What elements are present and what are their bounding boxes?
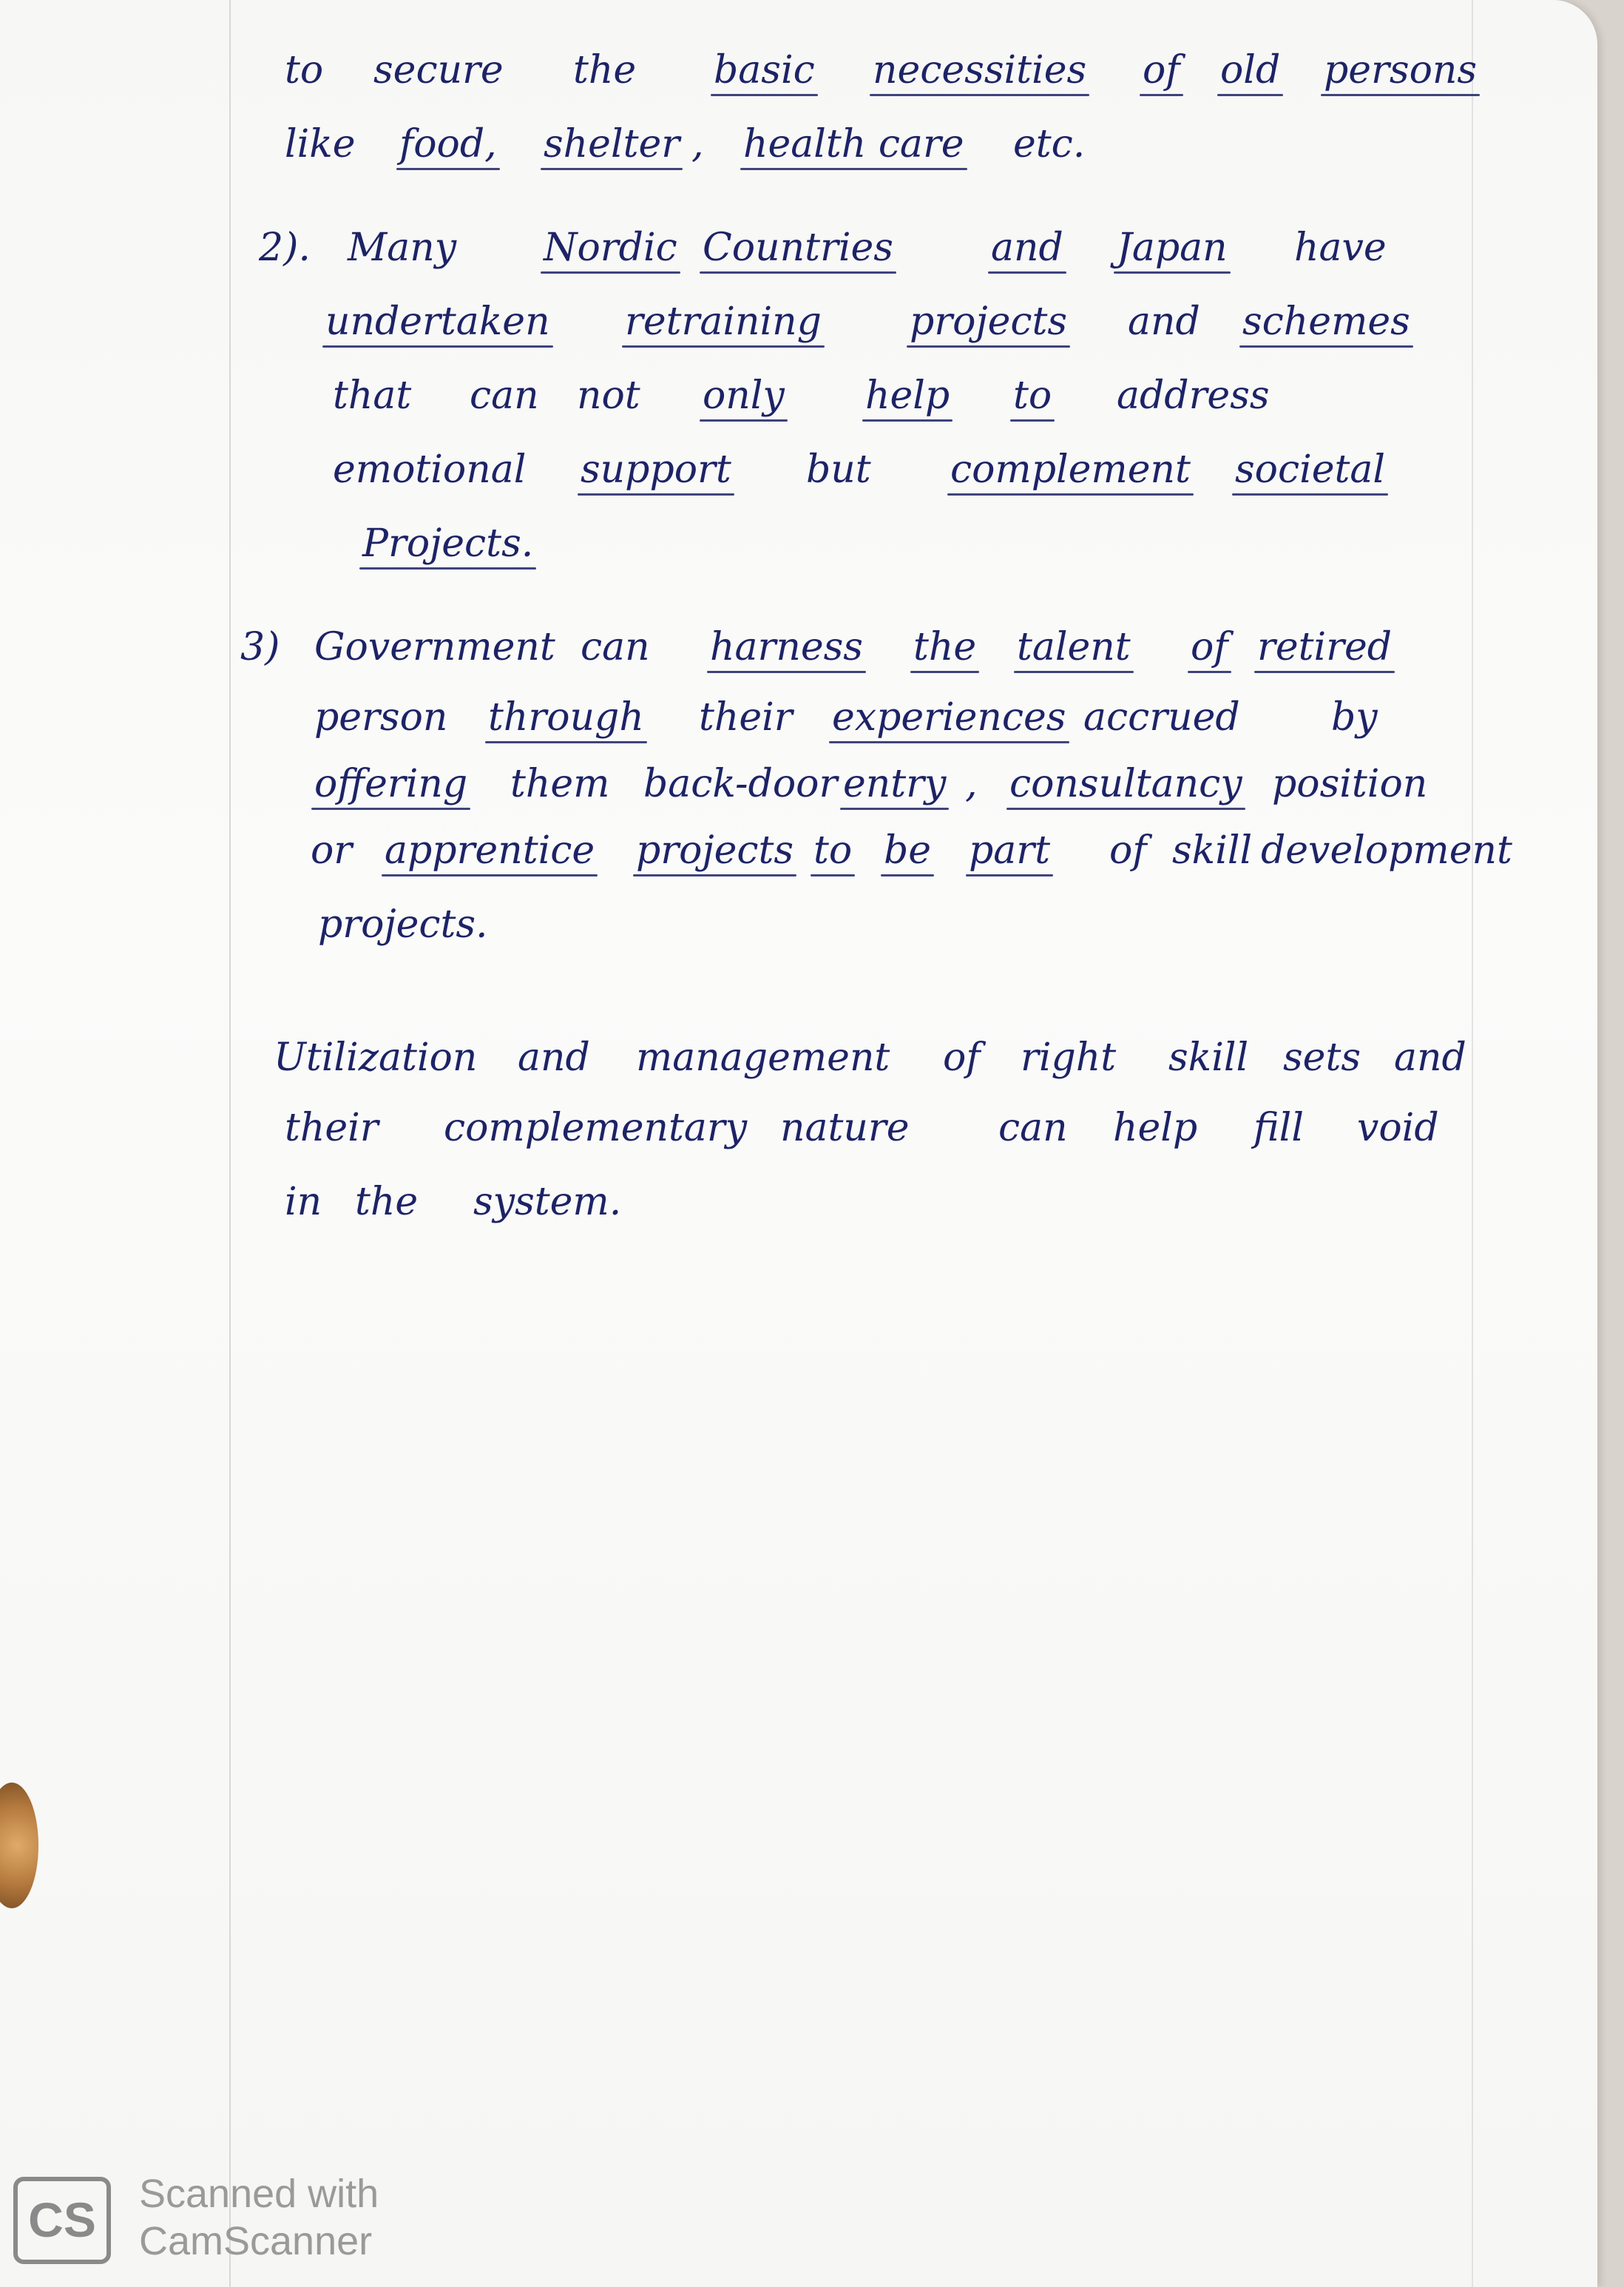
word: their	[285, 1106, 379, 1150]
word: to	[813, 817, 852, 884]
word: apprentice	[385, 817, 595, 884]
word: of	[1191, 614, 1228, 680]
word: health care	[743, 111, 964, 178]
word: can	[581, 625, 650, 669]
text-line-9	[0, 684, 1597, 751]
word: like	[285, 122, 356, 166]
word: undertaken	[325, 288, 550, 355]
word: help	[1113, 1106, 1198, 1150]
word: them	[510, 762, 610, 806]
word: their	[699, 695, 793, 740]
text-line-5	[0, 362, 1597, 429]
word: schemes	[1242, 288, 1410, 355]
word: persons	[1324, 37, 1477, 104]
word: or	[311, 828, 353, 873]
text-line-7	[0, 510, 1597, 577]
watermark-line-2: CamScanner	[139, 2219, 373, 2263]
word: old	[1220, 37, 1280, 104]
word: have	[1294, 226, 1387, 270]
word: by	[1331, 695, 1378, 740]
text-line-1	[0, 37, 1597, 104]
word: Government	[314, 625, 555, 669]
word: and	[991, 214, 1063, 281]
word: 3)	[240, 625, 280, 669]
word: address	[1117, 374, 1270, 418]
word: retraining	[625, 288, 822, 355]
word: help	[865, 362, 950, 429]
word: but	[806, 447, 871, 492]
word: Nordic	[544, 214, 677, 281]
word: fill	[1253, 1106, 1304, 1150]
word: societal	[1235, 436, 1385, 503]
text-line-4	[0, 288, 1597, 355]
text-line-14	[0, 1095, 1597, 1161]
word: complementary	[444, 1106, 748, 1150]
word: sets	[1283, 1036, 1361, 1080]
word: offering	[314, 751, 467, 817]
word: development	[1261, 828, 1512, 873]
word: retired	[1257, 614, 1392, 680]
word: system.	[473, 1180, 622, 1224]
word: can	[998, 1106, 1068, 1150]
word: support	[581, 436, 731, 503]
word: basic	[714, 37, 815, 104]
word: Projects.	[362, 510, 533, 577]
word: back-door	[643, 762, 838, 806]
word: the	[913, 614, 976, 680]
word: food,	[399, 111, 497, 178]
word: Countries	[703, 214, 893, 281]
word: void	[1357, 1106, 1439, 1150]
word: only	[703, 362, 785, 429]
word: can	[470, 374, 539, 418]
word: and	[518, 1036, 590, 1080]
word: be	[884, 817, 931, 884]
word: 2).	[259, 226, 311, 270]
word: experiences	[832, 684, 1066, 751]
word: ,	[965, 762, 978, 806]
word: person	[314, 695, 448, 740]
watermark-line-1: Scanned with	[139, 2172, 379, 2216]
camscanner-logo-icon: CS	[13, 2177, 111, 2264]
word: accrued	[1083, 695, 1240, 740]
text-line-13	[0, 1024, 1597, 1091]
word: and	[1394, 1036, 1466, 1080]
word: talent	[1017, 614, 1131, 680]
word: emotional	[333, 447, 527, 492]
word: ,	[691, 122, 704, 166]
word: and	[1128, 300, 1200, 344]
word: Utilization	[274, 1036, 478, 1080]
word: skill	[1172, 828, 1253, 873]
word: Japan	[1117, 214, 1228, 281]
word: through	[488, 684, 644, 751]
word: complement	[950, 436, 1191, 503]
word: projects	[910, 288, 1067, 355]
word: of	[1109, 828, 1147, 873]
word: necessities	[873, 37, 1086, 104]
word: Many	[348, 226, 457, 270]
word: position	[1272, 762, 1428, 806]
word: to	[285, 48, 324, 92]
word: to	[1013, 362, 1052, 429]
word: in	[285, 1180, 322, 1224]
word: the	[573, 48, 637, 92]
word: projects.	[318, 902, 488, 947]
camscanner-watermark	[13, 2171, 472, 2282]
word: the	[355, 1180, 419, 1224]
word: shelter	[544, 111, 680, 178]
word: nature	[780, 1106, 910, 1150]
word: management	[636, 1036, 890, 1080]
word: harness	[710, 614, 863, 680]
text-line-8	[0, 614, 1597, 680]
text-line-2	[0, 111, 1597, 178]
text-line-3	[0, 214, 1597, 281]
word: secure	[373, 48, 504, 92]
text-line-10	[0, 751, 1597, 817]
word: part	[969, 817, 1050, 884]
word: skill	[1168, 1036, 1249, 1080]
text-line-11	[0, 817, 1597, 884]
word: right	[1021, 1036, 1117, 1080]
text-line-12	[0, 891, 1597, 958]
word: of	[1143, 37, 1180, 104]
text-line-6	[0, 436, 1597, 503]
word: etc.	[1013, 122, 1086, 166]
word: consultancy	[1009, 751, 1242, 817]
word: entry	[843, 751, 946, 817]
word: projects	[636, 817, 794, 884]
text-line-15	[0, 1169, 1597, 1235]
word: of	[943, 1036, 981, 1080]
word: that	[333, 374, 412, 418]
word: not	[577, 374, 640, 418]
